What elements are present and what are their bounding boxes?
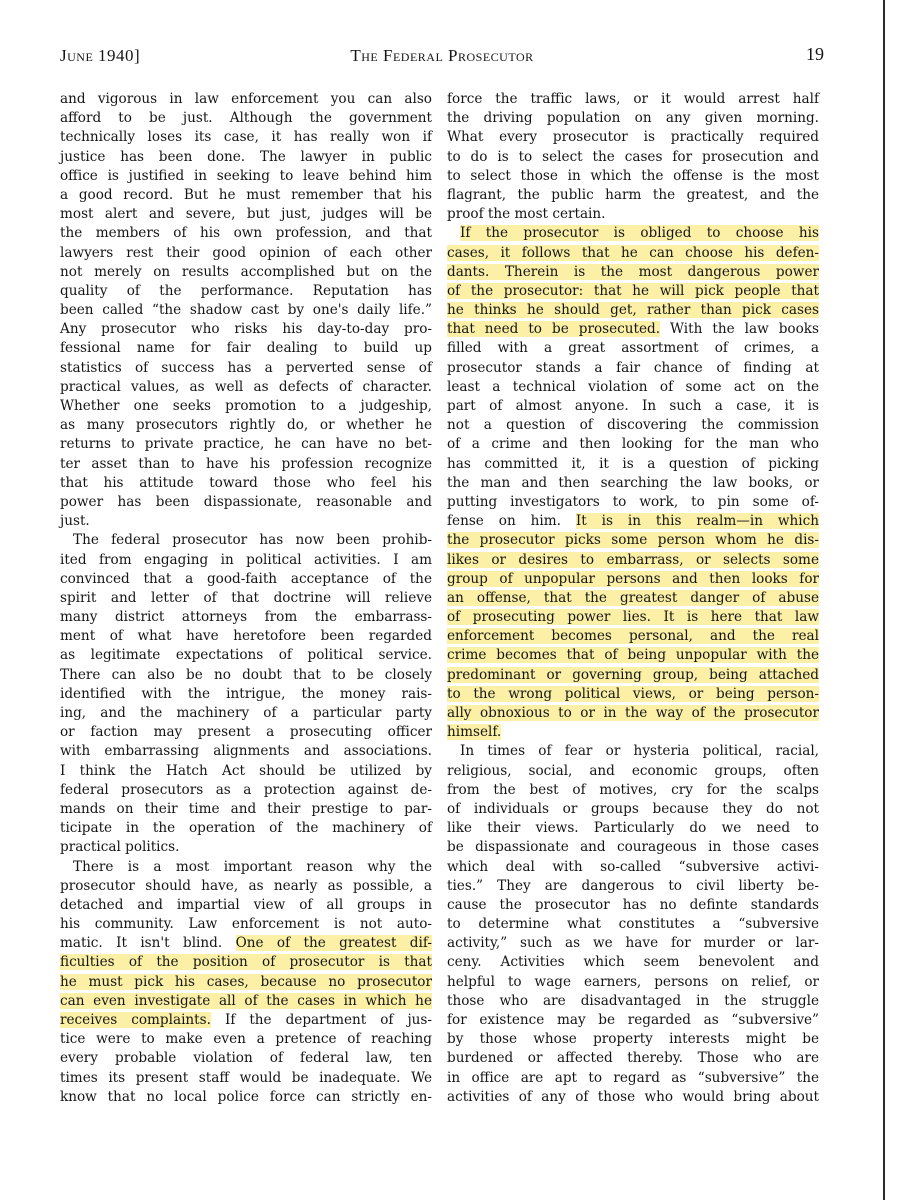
line-text: putting investigators to work, to pin some of-	[447, 493, 819, 510]
line-text: like their views. Particularly do we need to	[447, 820, 819, 837]
text-line	[447, 282, 819, 301]
line-text: to select those in which the offense is the most	[447, 167, 819, 184]
text-line	[60, 762, 432, 781]
highlighted-text: to the wrong political views, or being person-	[447, 685, 819, 702]
highlighted-text: dants. Therein is the most dangerous power	[447, 263, 819, 280]
text-line	[60, 493, 432, 512]
text-line	[447, 570, 819, 589]
line-text: the driving population on any given morning.	[447, 110, 819, 127]
line-text: fense on him.	[447, 513, 576, 530]
text-line	[60, 455, 432, 474]
line-text: flagrant, the public harm the greatest, and the	[447, 186, 819, 203]
line-text: prosecutor should have, as nearly as possible, a	[60, 877, 432, 894]
text-line	[60, 858, 432, 877]
text-line	[447, 1030, 819, 1049]
line-text: There is a most important reason why the	[73, 858, 432, 875]
text-line	[60, 244, 432, 263]
line-text: convinced that a good-faith acceptance of the	[60, 570, 432, 587]
text-line	[60, 1069, 432, 1088]
text-line	[447, 90, 819, 109]
text-line	[447, 244, 819, 263]
header-title: The Federal Prosecutor	[350, 46, 534, 65]
line-text-tail: If the department of jus-	[210, 1012, 432, 1028]
text-line	[60, 397, 432, 416]
page-edge-line	[883, 0, 885, 1200]
highlighted-text: group of unpopular persons and then looks for	[447, 570, 819, 587]
text-line	[60, 186, 432, 205]
line-text: of a crime and then looking for the man who	[447, 436, 819, 453]
text-line	[447, 953, 819, 972]
text-line	[447, 877, 819, 896]
text-line	[60, 589, 432, 608]
text-line	[60, 551, 432, 570]
line-text: those who are disadvantaged in the struggle	[447, 992, 819, 1009]
text-line	[60, 896, 432, 915]
text-line	[60, 800, 432, 819]
text-line	[447, 858, 819, 877]
highlighted-text: enforcement becomes personal, and the real	[447, 628, 819, 645]
text-line	[447, 819, 819, 838]
line-text: the members of his own profession, and that	[60, 225, 432, 242]
text-line	[60, 646, 432, 665]
text-line	[447, 973, 819, 992]
text-line	[60, 934, 432, 953]
line-text: been called “the shadow cast by one's daily life.”	[60, 302, 432, 319]
text-line	[447, 435, 819, 454]
text-line	[447, 781, 819, 800]
text-line	[447, 608, 819, 627]
text-line	[447, 838, 819, 857]
highlighted-text: It is in this realm—in which	[575, 513, 820, 530]
line-text: mands on their time and their prestige to par-	[60, 800, 432, 817]
text-line	[60, 723, 432, 742]
text-line	[447, 493, 819, 512]
line-text: a good record. But he must remember that his	[60, 186, 432, 203]
text-line	[60, 666, 432, 685]
line-text-tail: With the law books	[660, 321, 819, 338]
text-line	[60, 339, 432, 358]
line-text: burdened or affected thereby. Those who are	[447, 1050, 819, 1067]
text-line	[60, 531, 432, 550]
text-line	[60, 167, 432, 186]
text-line	[60, 627, 432, 646]
line-text: There can also be no doubt that to be closely	[60, 666, 432, 683]
text-line	[60, 148, 432, 167]
highlighted-text: the prosecutor picks some person whom he dis-	[447, 532, 819, 549]
line-text: prosecutor stands a fair chance of finding at	[447, 359, 819, 376]
text-line	[60, 1030, 432, 1049]
line-text: be dispassionate and courageous in those cases	[447, 839, 819, 856]
text-line	[447, 109, 819, 128]
line-text: the man and then searching the law books, or	[447, 474, 819, 491]
text-line	[60, 819, 432, 838]
text-line	[447, 320, 819, 339]
text-line	[447, 186, 819, 205]
line-text: ter asset than to have his profession recognize	[60, 455, 432, 472]
text-line	[447, 263, 819, 282]
text-line	[447, 224, 819, 243]
line-text: least a technical violation of some act on the	[447, 378, 819, 395]
line-text: In times of fear or hysteria political, racial,	[460, 743, 819, 760]
line-text: identified with the intrigue, the money rais-	[60, 685, 432, 702]
line-text: for existence may be regarded as “subversive”	[447, 1012, 819, 1028]
line-text: federal prosecutors as a protection against de-	[60, 781, 432, 798]
text-line	[447, 1011, 819, 1030]
text-line	[447, 301, 819, 320]
text-line	[447, 359, 819, 378]
line-text: proof the most certain.	[447, 206, 606, 223]
line-text: not merely on results accomplished but on the	[60, 263, 432, 280]
text-line	[447, 992, 819, 1011]
line-text: by those whose property interests might be	[447, 1031, 819, 1048]
text-line	[447, 397, 819, 416]
highlighted-text: himself.	[447, 724, 502, 741]
text-line	[447, 128, 819, 147]
text-line	[447, 666, 819, 685]
text-line	[60, 704, 432, 723]
text-line	[447, 627, 819, 646]
text-line	[447, 205, 819, 224]
highlighted-text: he must pick his cases, because no prosecutor	[60, 973, 432, 990]
text-line	[447, 167, 819, 186]
line-text: practical values, as well as defects of character.	[60, 378, 432, 395]
line-text: tice were to make even a pretence of reaching	[60, 1031, 432, 1048]
line-text: power has been dispassionate, reasonable and	[60, 493, 432, 510]
text-line	[447, 723, 819, 742]
highlighted-text: One of the greatest dif-	[235, 935, 432, 952]
text-line	[447, 685, 819, 704]
text-line	[60, 320, 432, 339]
line-text: not a question of discovering the commission	[447, 417, 819, 434]
text-line	[447, 551, 819, 570]
left-column	[60, 90, 432, 1107]
line-text: to do is to select the cases for prosecution and	[447, 148, 819, 165]
line-text: most alert and severe, but just, judges will be	[60, 206, 432, 223]
page-number: 19	[806, 44, 824, 64]
line-text: force the traffic laws, or it would arrest half	[447, 91, 819, 107]
text-line	[60, 359, 432, 378]
line-text: in office are apt to regard as “subversive” the	[447, 1069, 819, 1086]
right-column	[447, 90, 819, 1107]
line-text: helpful to wage earners, persons on relief, or	[447, 973, 819, 990]
line-text: to determine what constitutes a “subversive	[447, 916, 819, 933]
highlighted-text: crime becomes that of being unpopular with the	[447, 647, 819, 664]
line-text: religious, social, and economic groups, often	[447, 762, 819, 779]
line-text: know that no local police force can strictly en-	[60, 1088, 432, 1105]
text-line	[60, 1049, 432, 1068]
text-line	[60, 128, 432, 147]
line-text: ceny. Activities which seem benevolent and	[447, 954, 819, 971]
line-text: as many prosecutors rightly do, or whether he	[60, 417, 432, 434]
line-text: many district attorneys from the embarrass-	[60, 609, 432, 626]
line-text: ties.” They are dangerous to civil liberty be-	[447, 877, 819, 894]
text-line	[60, 915, 432, 934]
highlighted-text: receives complaints.	[60, 1012, 211, 1028]
highlighted-text: ficulties of the position of prosecutor is that	[60, 954, 432, 971]
text-line	[60, 474, 432, 493]
text-line	[60, 224, 432, 243]
line-text: has committed it, it is a question of picking	[447, 455, 819, 472]
text-line	[447, 646, 819, 665]
text-line	[447, 455, 819, 474]
text-line	[60, 1011, 432, 1030]
text-line	[447, 896, 819, 915]
header-date: June 1940]	[60, 46, 141, 65]
text-line	[60, 435, 432, 454]
text-line	[447, 416, 819, 435]
line-text: with embarrassing alignments and associations.	[60, 743, 432, 760]
text-line	[447, 800, 819, 819]
line-text: Whether one seeks promotion to a judgeship,	[60, 398, 432, 414]
text-line	[60, 90, 432, 109]
text-line	[60, 205, 432, 224]
text-line	[60, 1088, 432, 1107]
text-line	[60, 570, 432, 589]
line-text: activities of any of those who would bring about	[447, 1088, 819, 1105]
line-text: and vigorous in law enforcement you can also	[60, 91, 432, 107]
text-line	[447, 589, 819, 608]
line-text: lawyers rest their good opinion of each other	[60, 244, 432, 261]
text-line	[447, 742, 819, 761]
text-line	[60, 263, 432, 282]
highlighted-text: If the prosecutor is obliged to choose his	[460, 225, 819, 242]
line-text: ing, and the machinery of a particular party	[60, 705, 432, 721]
line-text: part of almost anyone. In such a case, it is	[447, 398, 819, 414]
highlighted-text: cases, it follows that he can choose his defen-	[447, 244, 819, 261]
text-line	[447, 339, 819, 358]
text-line	[60, 838, 432, 857]
line-text: every probable violation of federal law, ten	[60, 1050, 432, 1067]
text-line	[60, 282, 432, 301]
text-line	[60, 973, 432, 992]
text-line	[60, 953, 432, 972]
line-text: as legitimate expectations of political service.	[60, 647, 432, 664]
text-line	[60, 992, 432, 1011]
line-text: quality of the performance. Reputation has	[60, 282, 432, 299]
line-text: justice has been done. The lawyer in public	[60, 148, 432, 165]
text-line	[60, 109, 432, 128]
text-line	[447, 762, 819, 781]
line-text: filled with a great assortment of crimes, a	[447, 340, 819, 357]
line-text: Any prosecutor who risks his day-to-day pro-	[60, 321, 432, 338]
highlighted-text: of the prosecutor: that he will pick people that	[447, 282, 819, 299]
text-line	[60, 301, 432, 320]
line-text: activity,” such as we have for murder or lar-	[447, 935, 819, 952]
text-line	[60, 781, 432, 800]
line-text: practical politics.	[60, 839, 180, 856]
line-text: fessional name for fair dealing to build up	[60, 340, 432, 357]
text-line	[60, 877, 432, 896]
text-line	[447, 915, 819, 934]
text-line	[447, 474, 819, 493]
text-line	[447, 148, 819, 167]
line-text: matic. It isn't blind.	[60, 935, 236, 952]
text-line	[60, 512, 432, 531]
line-text: of individuals or groups because they do not	[447, 800, 819, 817]
line-text: office is justified in seeking to leave behind him	[60, 167, 432, 184]
line-text: detached and impartial view of all groups in	[60, 896, 432, 913]
line-text: times its present staff would be inadequate. We	[60, 1069, 432, 1086]
line-text: from the best of motives, cry for the scalps	[447, 781, 819, 798]
text-line	[60, 742, 432, 761]
line-text: returns to private practice, he can have no bet-	[60, 436, 432, 453]
line-text: spirit and letter of that doctrine will relieve	[60, 589, 432, 606]
highlighted-text: ally obnoxious to or in the way of the prosecutor	[447, 705, 819, 721]
text-line	[447, 704, 819, 723]
text-line	[447, 1049, 819, 1068]
text-line	[447, 1088, 819, 1107]
running-header	[60, 46, 824, 72]
text-line	[60, 378, 432, 397]
text-line	[447, 934, 819, 953]
line-text: statistics of success has a perverted sense of	[60, 359, 432, 376]
text-line	[60, 608, 432, 627]
highlighted-text: an offense, that the greatest danger of abuse	[447, 589, 819, 606]
highlighted-text: likes or desires to embarrass, or selects some	[447, 551, 819, 568]
highlighted-text: he thinks he should get, rather than pick cases	[447, 302, 819, 319]
line-text: which deal with so-called “subversive activi-	[447, 858, 819, 875]
highlighted-text: of prosecuting power lies. It is here that law	[447, 609, 819, 626]
highlighted-text: can even investigate all of the cases in which he	[60, 992, 432, 1009]
text-line	[60, 685, 432, 704]
line-text: ited from engaging in political activities. I am	[60, 551, 432, 568]
line-text: or faction may present a prosecuting officer	[60, 724, 432, 741]
line-text: that his attitude toward those who feel his	[60, 474, 432, 491]
text-line	[447, 1069, 819, 1088]
line-text: What every prosecutor is practically required	[447, 129, 819, 146]
text-line	[60, 416, 432, 435]
text-line	[447, 531, 819, 550]
line-text: cause the prosecutor has no definte standards	[447, 896, 819, 913]
line-text: I think the Hatch Act should be utilized by	[60, 762, 432, 779]
line-text: ticipate in the operation of the machinery of	[60, 820, 432, 837]
highlighted-text: predominant or governing group, being attached	[447, 666, 819, 683]
text-line	[447, 512, 819, 531]
text-line	[447, 378, 819, 397]
line-text: technically loses its case, it has really won if	[60, 129, 432, 146]
line-text: his community. Law enforcement is not auto-	[60, 916, 432, 933]
line-text: afford to be just. Although the government	[60, 110, 432, 127]
line-text: just.	[60, 513, 90, 530]
highlighted-text: that need to be prosecuted.	[447, 321, 661, 338]
line-text: ment of what have heretofore been regarded	[60, 628, 432, 645]
line-text: The federal prosecutor has now been prohib-	[73, 532, 432, 549]
